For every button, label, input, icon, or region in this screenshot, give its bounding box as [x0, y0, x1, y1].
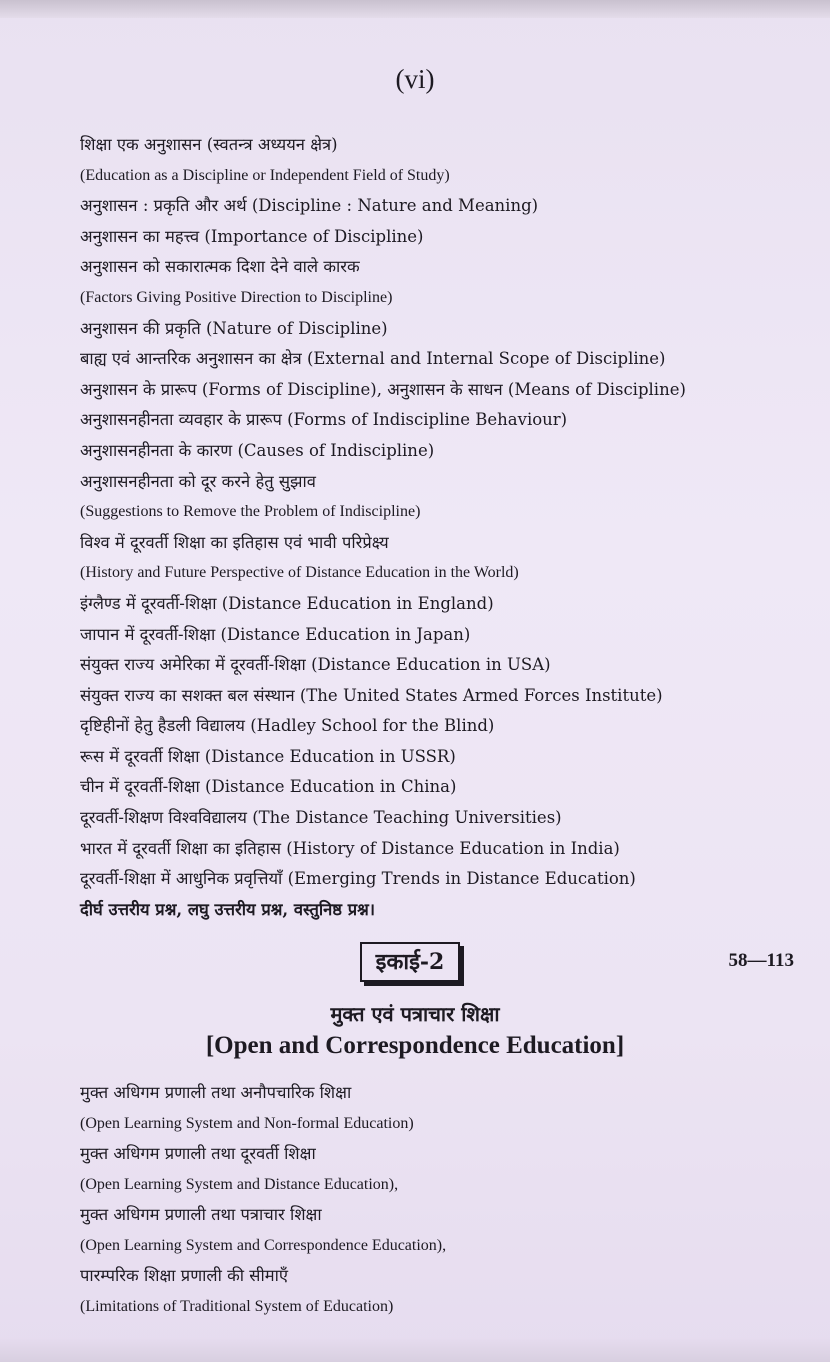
- contents-entry: दीर्घ उत्तरीय प्रश्न, लघु उत्तरीय प्रश्न, वस्तुनिष्ठ प्रश्न।: [80, 899, 376, 919]
- unit-page-range: 58—113: [728, 950, 794, 971]
- contents-entry: रूस में दूरवर्ती शिक्षा (Distance Education in USSR): [80, 746, 456, 766]
- contents-entry: दूरवर्ती-शिक्षण विश्वविद्यालय (The Distance Teaching Universities): [80, 808, 562, 828]
- contents-entry: विश्व में दूरवर्ती शिक्षा का इतिहास एवं भावी परिप्रेक्ष्य: [80, 532, 389, 552]
- contents-entry: दृष्टिहीनों हेतु हैडली विद्यालय (Hadley School for the Blind): [80, 716, 495, 736]
- unit-header: [0, 940, 830, 990]
- contents-entry: (Suggestions to Remove the Problem of Indiscipline): [80, 503, 421, 521]
- unit-contents-entry: (Limitations of Traditional System of Education): [80, 1297, 394, 1315]
- unit-label: इकाई-2: [360, 942, 460, 982]
- unit-contents-entry: पारम्परिक शिक्षा प्रणाली की सीमाएँ: [80, 1266, 288, 1285]
- contents-entry: अनुशासनहीनता व्यवहार के प्रारूप (Forms of Indiscipline Behaviour): [80, 410, 568, 430]
- contents-entry: भारत में दूरवर्ती शिक्षा का इतिहास (History of Distance Education in India): [80, 838, 620, 858]
- contents-entry: संयुक्त राज्य अमेरिका में दूरवर्ती-शिक्षा (Distance Education in USA): [80, 655, 551, 675]
- unit-title-english: [Open and Correspondence Education]: [205, 1032, 625, 1059]
- contents-entry: (Factors Giving Positive Direction to Discipline): [80, 288, 393, 306]
- contents-entry: अनुशासन को सकारात्मक दिशा देने वाले कारक: [80, 257, 360, 277]
- page-bottom-edge: [0, 1338, 830, 1362]
- unit-contents-entry: (Open Learning System and Non-formal Education): [80, 1114, 414, 1132]
- unit-contents-entry: मुक्त अधिगम प्रणाली तथा अनौपचारिक शिक्षा: [80, 1083, 352, 1102]
- unit-title-hindi: मुक्त एवं पत्राचार शिक्षा: [330, 1002, 500, 1026]
- unit-contents-list: [80, 1078, 780, 1322]
- contents-entry: अनुशासनहीनता को दूर करने हेतु सुझाव: [80, 471, 316, 491]
- contents-entry: दूरवर्ती-शिक्षा में आधुनिक प्रवृत्तियाँ (Emerging Trends in Distance Education): [80, 869, 636, 889]
- unit-contents-entry: (Open Learning System and Correspondence Education),: [80, 1236, 447, 1254]
- contents-entry: अनुशासन का महत्त्व (Importance of Discipline): [80, 226, 424, 246]
- contents-entry: अनुशासनहीनता के कारण (Causes of Indiscipline): [80, 440, 435, 460]
- unit-contents-entry: (Open Learning System and Distance Education),: [80, 1175, 399, 1193]
- contents-entry: जापान में दूरवर्ती-शिक्षा (Distance Education in Japan): [80, 624, 471, 644]
- contents-entry: (Education as a Discipline or Independent Field of Study): [80, 166, 450, 184]
- contents-entry: शिक्षा एक अनुशासन (स्वतन्त्र अध्ययन क्षेत्र): [80, 135, 338, 154]
- contents-entry: अनुशासन : प्रकृति और अर्थ (Discipline : Nature and Meaning): [80, 196, 539, 216]
- contents-entry: संयुक्त राज्य का सशक्त बल संस्थान (The United States Armed Forces Institute): [80, 685, 663, 705]
- unit-contents-entry: मुक्त अधिगम प्रणाली तथा दूरवर्ती शिक्षा: [80, 1144, 316, 1163]
- page-number: (vi): [395, 64, 435, 94]
- contents-entry: चीन में दूरवर्ती-शिक्षा (Distance Education in China): [80, 777, 457, 797]
- contents-list: [80, 130, 780, 925]
- contents-entry: अनुशासन की प्रकृति (Nature of Discipline): [80, 318, 388, 338]
- contents-entry: (History and Future Perspective of Distance Education in the World): [80, 564, 519, 582]
- contents-entry: इंग्लैण्ड में दूरवर्ती-शिक्षा (Distance Education in England): [80, 593, 494, 613]
- page-top-edge: [0, 0, 830, 18]
- contents-entry: बाह्य एवं आन्तरिक अनुशासन का क्षेत्र (External and Internal Scope of Discipline): [80, 349, 666, 369]
- unit-contents-entry: मुक्त अधिगम प्रणाली तथा पत्राचार शिक्षा: [80, 1205, 322, 1224]
- contents-entry: अनुशासन के प्रारूप (Forms of Discipline), अनुशासन के साधन (Means of Discipline): [80, 379, 686, 399]
